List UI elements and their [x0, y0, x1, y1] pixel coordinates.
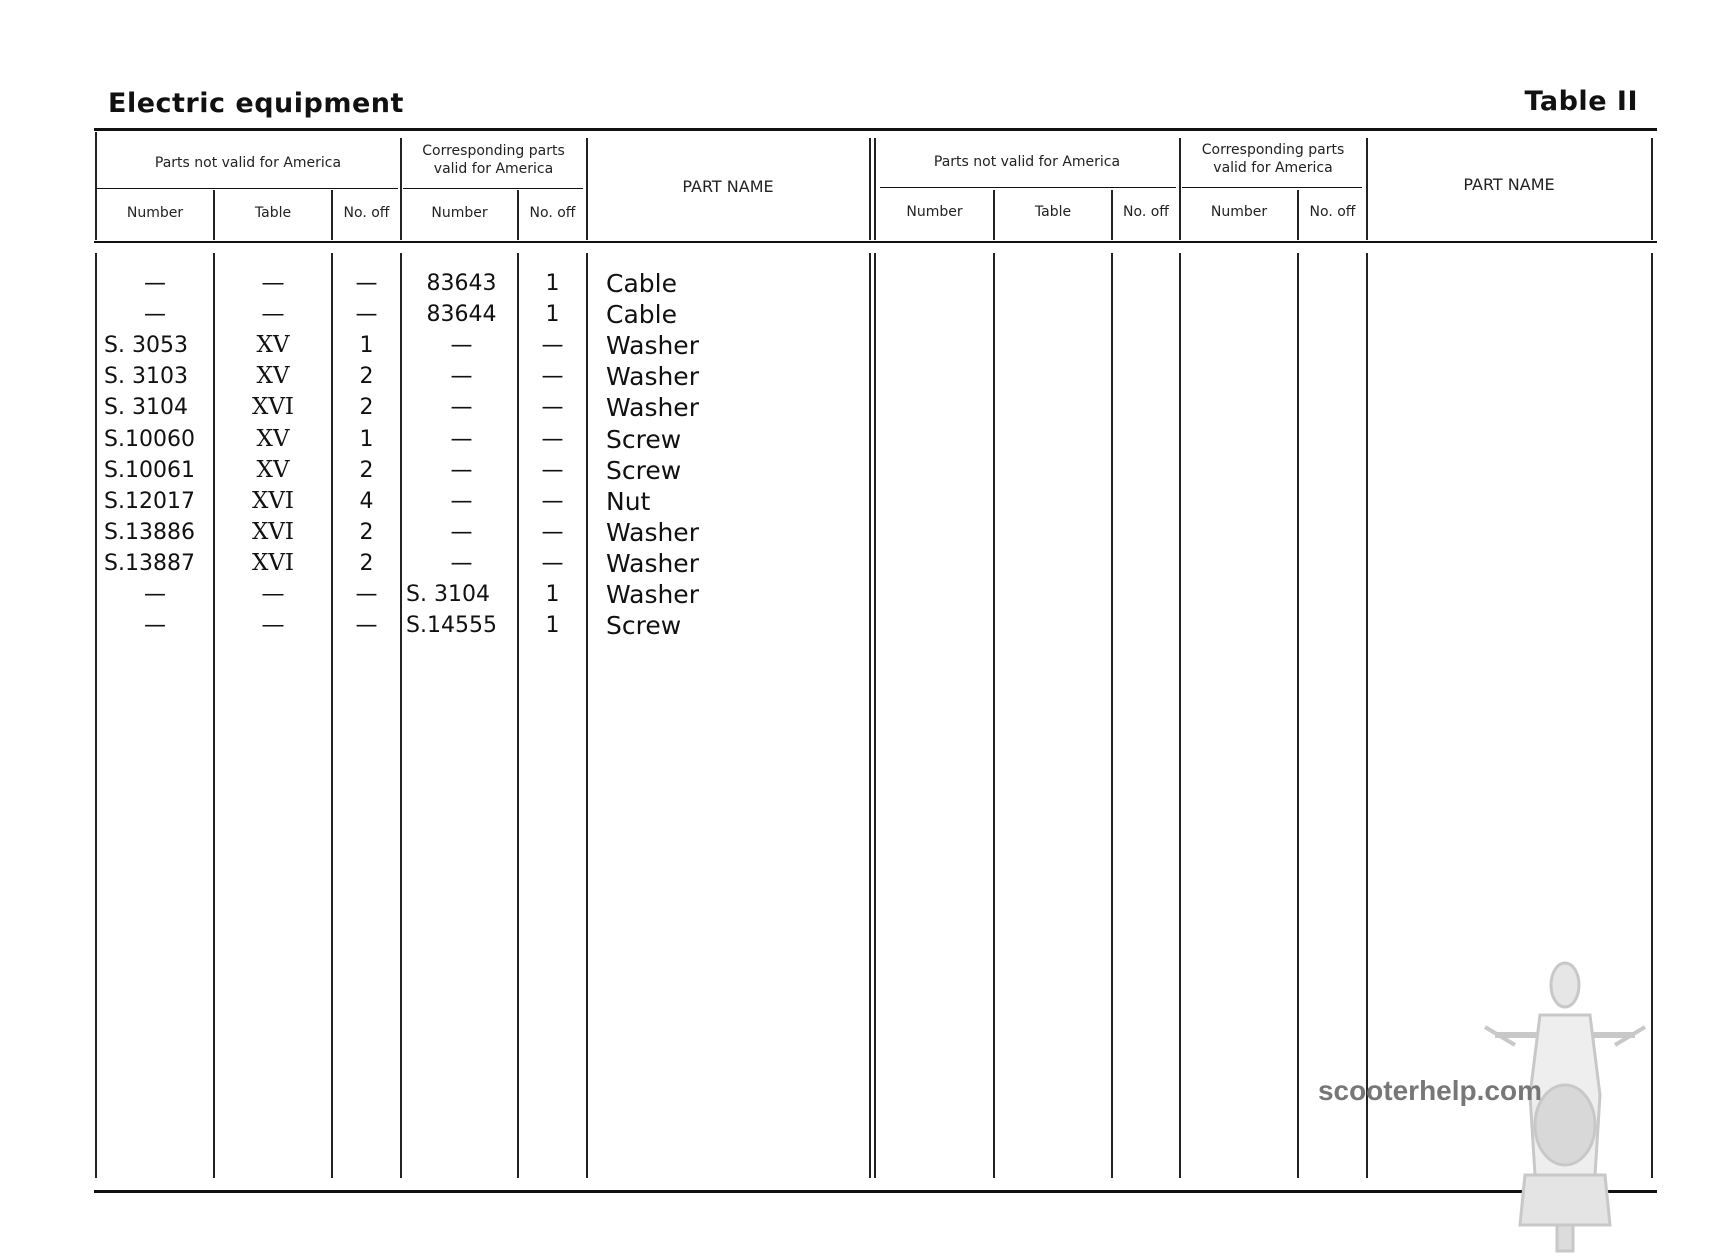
row-table: XVI	[251, 394, 295, 421]
page-title: Electric equipment	[108, 88, 404, 119]
col-divider	[993, 253, 995, 1178]
row-table: XVI	[251, 518, 295, 545]
row-corr-number: S.14555	[406, 613, 497, 639]
col-divider	[586, 253, 588, 1178]
header-no-off-right: No. off	[1123, 204, 1169, 220]
row-number: S.13887	[104, 550, 195, 576]
row-no-off: 4	[359, 488, 374, 514]
row-number: S. 3103	[104, 364, 188, 390]
header-bottom-rule	[94, 241, 1657, 243]
row-corr-no-off: 1	[545, 582, 560, 607]
right-corr-subrule	[1182, 187, 1362, 188]
row-corr-number: —	[450, 457, 473, 483]
row-no-off: —	[355, 302, 378, 328]
row-table: —	[261, 581, 285, 607]
col-divider	[1366, 253, 1368, 1178]
row-corr-no-off: —	[541, 333, 564, 359]
row-corr-no-off: —	[541, 364, 564, 390]
row-part-name: Washer	[606, 580, 699, 609]
row-table: —	[261, 612, 285, 639]
row-number: —	[144, 271, 166, 296]
header-number: Number	[126, 205, 184, 221]
header-corresponding-line2: valid for America	[433, 161, 554, 177]
col-divider	[1297, 253, 1299, 1178]
col-divider	[1179, 253, 1181, 1178]
row-number: S.10060	[104, 426, 195, 452]
col-divider	[400, 253, 402, 1178]
table-number-label: Table II	[1524, 86, 1638, 117]
row-table: XVI	[251, 487, 295, 514]
header-corr-number: Number	[431, 205, 488, 221]
row-no-off: 2	[359, 550, 374, 576]
header-corresponding-line1: Corresponding parts	[422, 143, 565, 159]
row-corr-number: 83644	[426, 302, 497, 328]
col-divider	[95, 253, 97, 1178]
col-divider	[869, 253, 871, 1178]
row-corr-no-off: 1	[545, 271, 560, 296]
header-table-right: Table	[1034, 204, 1072, 220]
row-table: XV	[256, 425, 290, 452]
header-parts-not-valid: Parts not valid for America	[154, 155, 342, 171]
header-part-name: PART NAME	[682, 177, 774, 196]
row-number: S.13886	[104, 519, 195, 545]
col-divider	[874, 253, 876, 1178]
row-no-off: —	[355, 613, 378, 639]
row-number: S. 3104	[104, 395, 188, 421]
row-corr-no-off: —	[541, 488, 564, 514]
row-part-name: Screw	[606, 611, 682, 641]
row-number: —	[144, 582, 166, 607]
row-no-off: 2	[359, 395, 374, 421]
row-corr-number: 83643	[426, 271, 497, 296]
row-part-name: Screw	[606, 424, 682, 454]
row-corr-number: —	[450, 426, 473, 452]
row-corr-number: S. 3104	[406, 582, 490, 607]
watermark-text: scooterhelp.com	[1317, 1075, 1542, 1106]
row-corr-no-off: —	[541, 395, 564, 421]
col-divider	[1111, 253, 1113, 1178]
header-part-name-right: PART NAME	[1463, 175, 1555, 194]
row-corr-number: —	[450, 519, 473, 545]
header-number-right: Number	[906, 204, 963, 220]
row-no-off: 2	[359, 519, 374, 545]
col-divider	[95, 132, 97, 240]
row-corr-no-off: —	[541, 519, 564, 545]
row-table: —	[261, 301, 285, 328]
row-corr-no-off: 1	[545, 302, 560, 328]
col-divider	[869, 138, 871, 240]
row-corr-number: —	[450, 364, 473, 390]
row-number: —	[144, 613, 166, 639]
row-corr-number: —	[450, 550, 473, 576]
row-part-name: Nut	[606, 486, 651, 516]
header-corresponding-parts	[402, 142, 585, 178]
row-table: XV	[256, 332, 290, 359]
row-corr-number: —	[450, 333, 473, 359]
header-corr-number-right: Number	[1210, 204, 1268, 220]
header-corr-no-off: No. off	[529, 205, 576, 221]
header-corresponding-parts-right	[1181, 141, 1365, 177]
row-part-name: Cable	[606, 300, 677, 330]
row-no-off: —	[355, 582, 378, 607]
header-table: Table	[254, 205, 292, 221]
row-number: S. 3053	[104, 333, 188, 359]
row-table: XV	[256, 456, 290, 483]
header-no-off: No. off	[343, 205, 390, 221]
row-table: XVI	[251, 549, 295, 576]
row-part-name: Washer	[606, 331, 699, 361]
row-corr-no-off: —	[541, 550, 564, 576]
row-part-name: Washer	[606, 517, 699, 547]
row-part-name: Cable	[606, 269, 677, 298]
left-corr-subrule	[403, 188, 583, 189]
row-table: XV	[256, 363, 290, 390]
row-corr-no-off: —	[541, 426, 564, 452]
header-parts-not-valid-right: Parts not valid for America	[933, 154, 1121, 170]
header-corresponding-line2: valid for America	[1213, 160, 1333, 176]
row-corr-no-off: 1	[545, 613, 560, 639]
row-part-name: Washer	[606, 362, 699, 392]
row-no-off: 2	[359, 364, 374, 390]
row-part-name: Washer	[606, 548, 699, 578]
row-corr-number: —	[450, 395, 473, 421]
row-corr-no-off: —	[541, 457, 564, 483]
row-table: —	[261, 270, 285, 296]
row-no-off: 1	[359, 333, 374, 359]
row-part-name: Screw	[606, 455, 682, 485]
row-number: S.12017	[104, 488, 195, 514]
left-group-subrule	[96, 188, 398, 189]
header-corresponding-line1: Corresponding parts	[1201, 142, 1345, 158]
bottom-rule	[94, 1190, 1657, 1193]
col-divider	[1651, 138, 1653, 240]
row-no-off: —	[355, 271, 378, 296]
row-no-off: 1	[359, 426, 374, 452]
row-number: —	[144, 302, 166, 328]
right-group-subrule	[880, 187, 1176, 188]
top-rule	[94, 128, 1657, 131]
row-number: S.10061	[104, 457, 195, 483]
row-no-off: 2	[359, 457, 374, 483]
header-corr-no-off-right: No. off	[1309, 204, 1356, 220]
row-part-name: Washer	[606, 393, 699, 423]
row-corr-number: —	[450, 488, 473, 514]
